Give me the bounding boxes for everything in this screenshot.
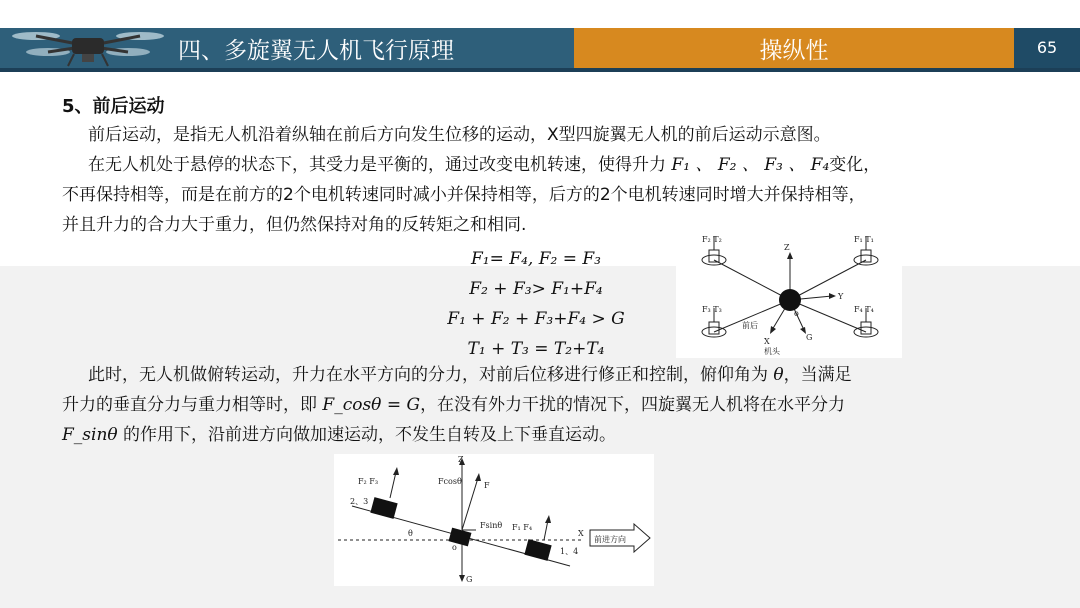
paragraph-2-text-b: 变化， (829, 155, 881, 175)
axis-label-x: X (764, 337, 770, 346)
pitch-motion-diagram (334, 454, 654, 586)
fig2-force-f: F (484, 481, 490, 490)
paragraph-2-line-3: 并且升力的合力大于重力，但仍然保持对角的反转矩之和相同. (62, 215, 527, 235)
vertical-component-equation: F_cosθ = G (322, 395, 421, 415)
fig2-axis-x: X (578, 529, 584, 538)
section-heading: 5、前后运动 (62, 96, 165, 117)
gravity-label: G (806, 333, 813, 342)
section-title: 操纵性 (759, 38, 829, 64)
paragraph-2-line-2: 不再保持相等，而是在前方的2个电机转速同时减小并保持相等，后方的2个电机转速同时增大并保持相等， (62, 185, 866, 205)
paragraph-2-line-1 (62, 150, 1022, 180)
rotor-label-1: F₁ T₁ (854, 235, 874, 244)
origin-label: o (794, 309, 799, 318)
content-lower (62, 360, 1022, 450)
axis-label-z: Z (784, 243, 790, 252)
paragraph-3-line-1 (62, 360, 1022, 390)
fig2-gravity: G (466, 575, 473, 584)
fig2-origin: o (452, 543, 457, 552)
fig2-rear-ids: 2、3 (350, 497, 369, 506)
fig2-rear-forces: F₂ F₃ (358, 477, 379, 486)
fig2-theta: θ (408, 529, 413, 538)
horizontal-component-symbol: F_sinθ (62, 425, 118, 445)
fig2-force-fcos: Fcosθ (438, 477, 462, 486)
front-rear-label: 前后 (742, 321, 758, 330)
fig2-front-ids: 1、4 (560, 547, 579, 556)
paragraph-3-text-a: 此时，无人机做俯转运动，升力在水平方向的分力，对前后位移进行修正和控制，俯仰角为 (88, 365, 774, 385)
paragraph-3-text-c: 升力的垂直分力与重力相等时，即 (62, 395, 323, 415)
page-number: 65 (1036, 38, 1058, 57)
axis-label-y: Y (838, 292, 844, 301)
lift-forces: F₁ 、 F₂ 、 F₃ 、 F₄ (671, 155, 830, 175)
equation-1: F₁= F₄, F₂ = F₃ (471, 249, 601, 269)
paragraph-3-text-d: ，在没有外力干扰的情况下，四旋翼无人机将在水平分力 (420, 395, 846, 415)
rotor-label-4: F₄ T₄ (854, 305, 874, 314)
content-upper (62, 94, 1022, 240)
quadcopter-force-diagram (676, 232, 902, 358)
fig2-force-fsin: Fsinθ (480, 521, 503, 530)
drone-logo-icon (8, 22, 168, 72)
equation-block (436, 244, 636, 364)
fig2-axis-z: Z (458, 455, 464, 464)
paragraph-3-text-b: ，当满足 (783, 365, 852, 385)
nose-label: 机头 (764, 347, 780, 356)
pitch-angle-symbol: θ (773, 365, 784, 385)
paragraph-2-text-a: 在无人机处于悬停的状态下，其受力是平衡的，通过改变电机转速，使得升力 (88, 155, 672, 175)
rotor-label-3: F₃ T₃ (702, 305, 722, 314)
fig2-direction: 前进方向 (594, 535, 626, 544)
equation-2: F₂ + F₃> F₁+F₄ (469, 279, 603, 299)
rotor-label-2: F₂ T₂ (702, 235, 722, 244)
fig2-front-forces: F₁ F₄ (512, 523, 533, 532)
paragraph-3-line-2 (62, 390, 1022, 420)
page-title: 四、多旋翼无人机飞行原理 (178, 38, 454, 64)
paragraph-3-text-e: 的作用下，沿前进方向做加速运动，不发生自转及上下垂直运动。 (117, 425, 617, 445)
paragraph-1: 前后运动，是指无人机沿着纵轴在前后方向发生位移的运动，X型四旋翼无人机的前后运动示意图。 (88, 125, 831, 145)
paragraph-3-line-3 (62, 420, 1022, 450)
equation-4: T₁ + T₃ = T₂+T₄ (467, 339, 605, 359)
equation-3: F₁ + F₂ + F₃+F₄ > G (447, 309, 625, 329)
